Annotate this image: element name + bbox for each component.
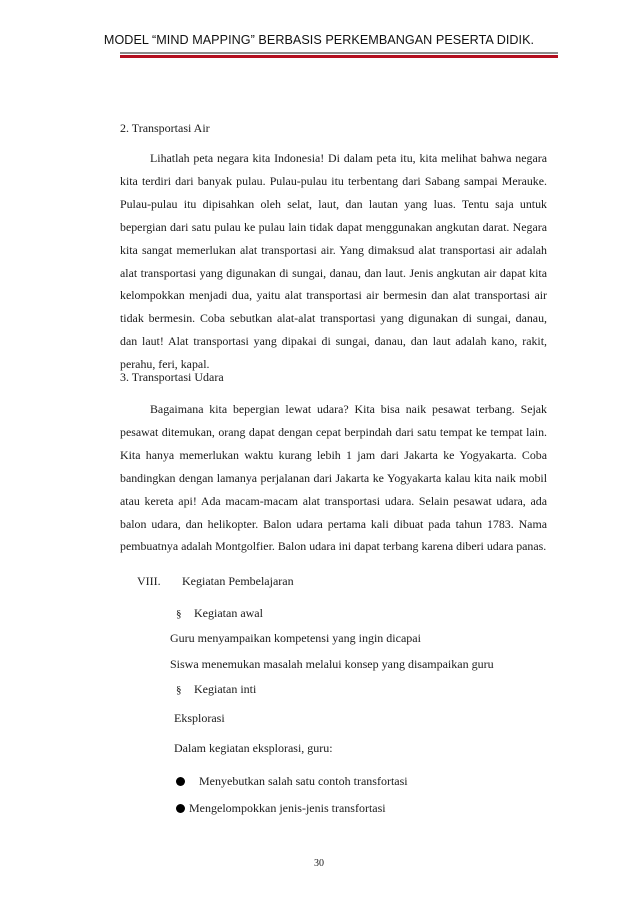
bullet-dot-icon [176,804,185,813]
header-rule-red [120,55,558,58]
paragraph-air [120,147,547,376]
section-heading-udara: 3. Transportasi Udara [120,370,224,384]
list-item [176,774,408,789]
list-item-text: Menyebutkan salah satu contoh transfortasi [199,774,408,788]
section-sign-icon: § [176,684,182,696]
bullet-dot-icon [176,777,185,786]
kegiatan-awal-label: Kegiatan awal [194,606,263,620]
kegiatan-inti-item [176,682,256,697]
eksplorasi-heading: Eksplorasi [174,711,225,725]
list-item [176,801,386,816]
header-rule-gray [120,52,558,54]
section-heading-air: 2. Transportasi Air [120,121,210,135]
kegiatan-title: Kegiatan Pembelajaran [182,574,294,588]
eksplorasi-intro: Dalam kegiatan eksplorasi, guru: [174,741,333,755]
kegiatan-awal-item [176,606,263,621]
paragraph-air-text: Lihatlah peta negara kita Indonesia! Di dalam peta itu, kita melihat bahwa negara kita terdiri dari banyak pulau. Pulau-pulau itu terbentang dari Sabang sampai Merauke. Pulau-pulau itu dipisahkan oleh selat, laut, dan lautan yang luas. Tentu saja untuk bepergian dari satu pulau ke pulau lain tidak dapat menggunakan angkutan darat. Negara kita sangat memerlukan alat transportasi air. Yang dimaksud alat transportasi air adalah alat transportasi yang digunakan di sungai, danau, dan laut. Jenis angkutan air dapat kita kelompokkan menjadi dua, yaitu alat transportasi air bermesin dan alat transportasi air tidak bermesin. Coba sebutkan alat-alat transportasi yang digunakan di sungai, danau, dan laut! Alat transportasi yang dipakai di sungai, danau, dan laut adalah kano, rakit, perahu, feri, kapal. [120,151,547,372]
kegiatan-awal-line-1: Guru menyampaikan kompetensi yang ingin dicapai [170,631,421,645]
paragraph-udara [120,398,547,558]
kegiatan-inti-label: Kegiatan inti [194,682,257,696]
paragraph-udara-text: Bagaimana kita bepergian lewat udara? Kita bisa naik pesawat terbang. Sejak pesawat ditemukan, orang dapat dengan cepat berpindah dari satu tempat ke tempat lain. Kita hanya memerlukan waktu kurang lebih 1 jam dari Jakarta ke Yogyakarta. Coba bandingkan dengan lamanya perjalanan dari Jakarta ke Yogyakarta kalau kita naik mobil atau kereta api! Ada macam-macam alat transportasi udara. Selain pesawat udara, ada balon udara, dan helikopter. Balon udara pertama kali dibuat pada tahun 1783. Nama pembuatnya adalah Montgolfier. Balon udara ini dapat terbang karena diberi udara panas. [120,402,547,554]
running-header: MODEL “MIND MAPPING” BERBASIS PERKEMBANGAN PESERTA DIDIK. [103,33,535,47]
section-sign-icon: § [176,608,182,620]
page-number: 30 [314,858,324,869]
list-item-text: Mengelompokkan jenis-jenis transfortasi [189,801,386,815]
kegiatan-number: VIII. [137,574,161,588]
kegiatan-awal-line-2: Siswa menemukan masalah melalui konsep yang disampaikan guru [170,657,494,671]
